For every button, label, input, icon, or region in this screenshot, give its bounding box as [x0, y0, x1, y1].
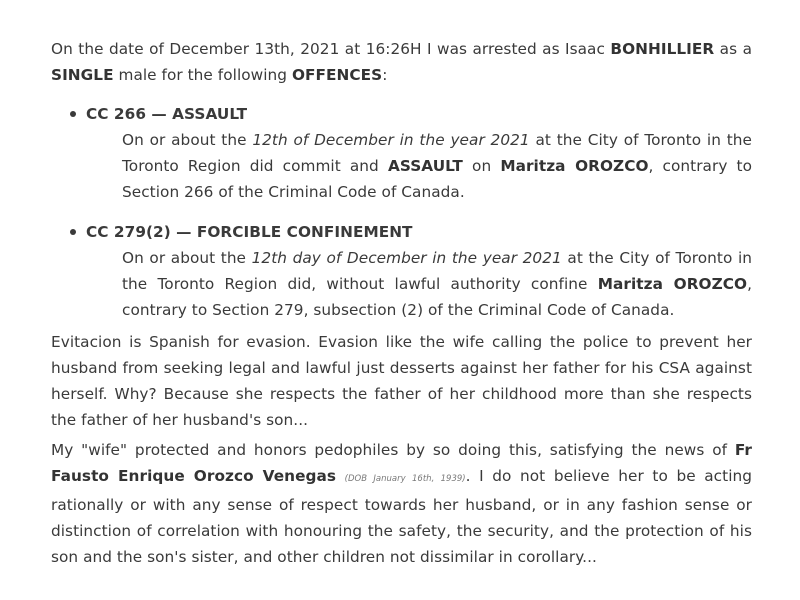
marital-status: SINGLE	[51, 66, 114, 84]
bullet-icon	[70, 229, 76, 235]
charge-text: , contrary to Section 266 of the Criminal Code of Canada.	[122, 157, 752, 201]
charge-item	[70, 101, 752, 205]
wife-paragraph	[51, 437, 752, 570]
person-name: Fr Fausto Enrique Orozco Venegas	[51, 441, 752, 485]
offences-label: OFFENCES	[291, 66, 383, 84]
charge-title: CC 279(2) — FORCIBLE CONFINEMENT	[86, 223, 413, 241]
charge-item	[70, 219, 752, 323]
paragraph-text: . I do not believe her to be acting rationally or with any sense of respect towards her husband, or in any fashion sense or distinction of correlation with honouring the safety, the security, and the protection of his son and the son's sister, and other children not dissimilar in corollary...	[51, 467, 753, 566]
charge-text: at the City of Toronto in the Toronto Region did commit and	[122, 131, 752, 175]
charge-text: at the City of Toronto in the Toronto Region did, without lawful authority confine	[122, 249, 753, 293]
charge-date: 12th day of December in the year 2021	[251, 249, 562, 267]
intro-text: :	[382, 66, 388, 84]
charge-offence: ASSAULT	[387, 157, 463, 175]
dob-note: (DOB January 16th, 1939)	[344, 474, 466, 484]
victim-name: Maritza OROZCO	[597, 275, 748, 293]
charge-title: CC 266 — ASSAULT	[86, 105, 248, 123]
intro-text: as a	[714, 40, 752, 58]
intro-paragraph	[51, 36, 752, 88]
charge-text: , contrary to Section 279, subsection (2) of the Criminal Code of Canada.	[122, 275, 752, 319]
victim-name: Maritza OROZCO	[500, 157, 649, 175]
charge-heading	[70, 101, 752, 127]
charge-date: 12th of December in the year 2021	[252, 131, 530, 149]
evasion-paragraph: Evitacion is Spanish for evasion. Evasion like the wife calling the police to prevent her husband from seeking legal and lawful just desserts against her father for his CSA against herself. Why? Because she respects the father of her childhood more than she respects the father of her husband's son...	[51, 333, 752, 429]
charge-description	[122, 245, 752, 323]
intro-text: male for the following	[113, 66, 292, 84]
bullet-icon	[70, 111, 76, 117]
arrested-name: BONHILLIER	[610, 40, 715, 58]
charge-heading	[70, 219, 752, 245]
charge-text: on	[462, 157, 501, 175]
charge-text: On or about the	[122, 131, 253, 149]
intro-text: On the date of December 13th, 2021 at 16:26H I was arrested as Isaac	[51, 40, 611, 58]
charge-text: On or about the	[122, 249, 252, 267]
paragraph-text: My "wife" protected and honors pedophiles by so doing this, satisfying the news of	[51, 441, 735, 459]
charge-description	[122, 127, 752, 205]
